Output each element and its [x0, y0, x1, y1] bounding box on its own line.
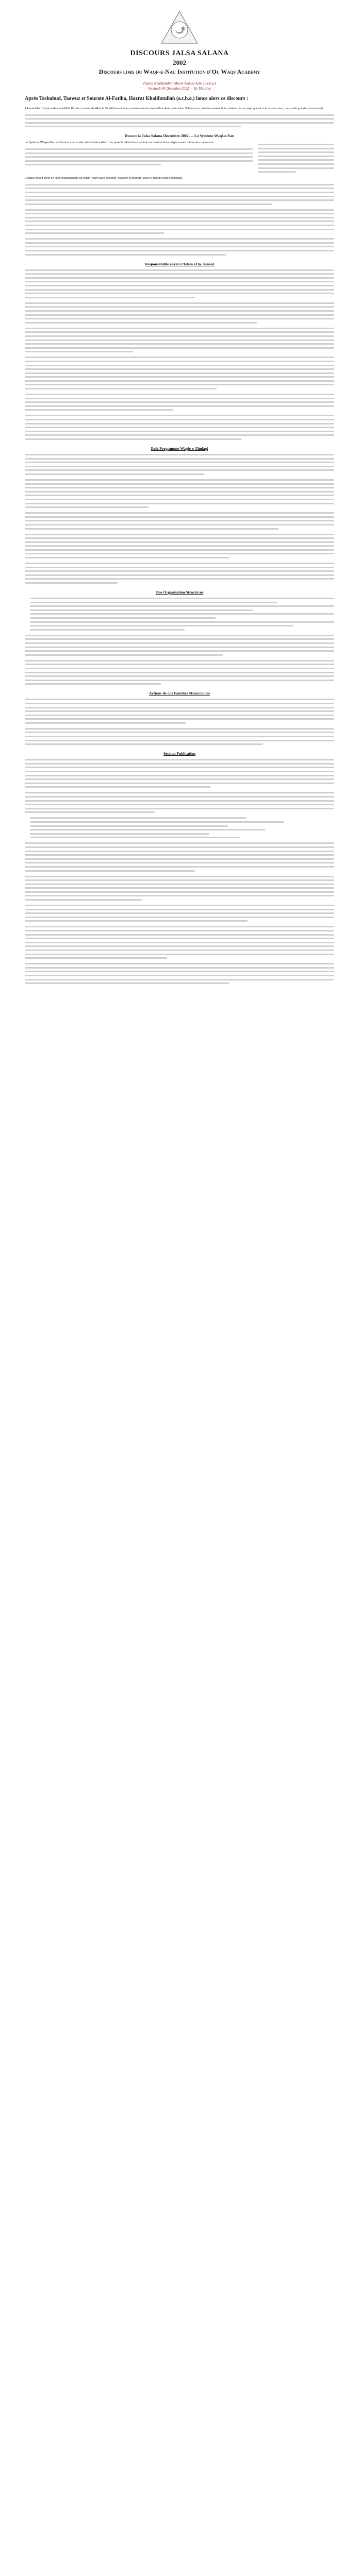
meta-author: Hazrat Khalifatullah Munir Ahmad Azim (a.t.b.a.): [143, 81, 216, 86]
meta-date: Vendredi 04 Décembre 2002 — Ile Maurice: [148, 87, 211, 91]
document-subtitle: Discours lors du Waqf-e-Nau Institution d'Ou Waqf Academy: [99, 68, 260, 75]
body-text-block: [25, 963, 334, 984]
intro-text-block: [25, 114, 334, 128]
body-text-block: [25, 357, 334, 389]
body-text-block: [25, 454, 334, 475]
body-text-block: [25, 876, 334, 901]
document-page: [25, 0, 334, 984]
section-heading: Role Programme Waqfe-e-Zindagi: [151, 446, 208, 451]
body-text-block: [25, 184, 334, 205]
section-heading: Actions de nos Familles Musulmanes: [149, 691, 210, 696]
body-text-block: [25, 328, 334, 353]
body-text-block: [25, 759, 334, 788]
body-text-block: [25, 269, 334, 298]
responsibility-paragraph: Chaque enfant porte en lui la responsabilité de servir l'Islam avec sincérité, dévotion et humilité, pour le bien de toute l'humanité.: [25, 177, 183, 180]
body-text-block: [25, 905, 334, 922]
section-text-column: [25, 141, 253, 170]
body-text-block: [25, 842, 334, 871]
body-text-block: [25, 394, 334, 411]
opening-salutation: Après Tashahud, Taawuz et Sourate Al-Fatiha, Hazrat Khalifatullah (a.t.b.a.) lance alors ce discours :: [25, 96, 249, 101]
section-heading: Durant la Jalsa Salana Décembre 2002 — Le Système Waqf-e-Nau: [124, 133, 235, 139]
section-heading: Responsabilité envers l'Islam et la Jamaat: [144, 261, 215, 266]
body-text-block: [25, 512, 334, 529]
section-heading: Section Publication: [164, 751, 195, 756]
body-text-block: [25, 635, 334, 656]
body-text-block: [25, 415, 334, 440]
document-year: 2002: [173, 59, 186, 66]
list-block: [25, 598, 334, 631]
body-text-block: [25, 660, 334, 685]
section-side-column: [258, 141, 334, 177]
body-text-block: [25, 926, 334, 959]
section-heading: Une Organisation Structurée: [155, 590, 204, 595]
waqf-paragraph: Le Système Waqf-e-Nau est basé sur la consécration totale à Allah. Les parents offrent leurs enfants au service de la religion avant même leur naissance.: [25, 141, 215, 145]
section-two-column: [25, 141, 334, 177]
body-text-block: [25, 699, 334, 724]
body-text-block: [25, 563, 334, 584]
intro-paragraph: Alhamdulillah, Summa Alhamdulillah. Par les conseils de Allah le Tout-Puissant, nous sommes réunis aujourd'hui dans cette Jalsa Salana pour célébrer ensemble la création de ce projet qui est cher à mon cœur, pour cette grande communauté.: [25, 107, 324, 110]
body-text-block: [25, 479, 334, 508]
body-text-block: [25, 534, 334, 559]
list-block: [25, 817, 334, 838]
body-text-block: [25, 792, 334, 813]
body-text-block: [25, 209, 334, 234]
jamaat-emblem-icon: [159, 9, 200, 45]
body-text-block: [25, 302, 334, 324]
body-text-block: [25, 728, 334, 745]
document-title: DISCOURS JALSA SALANA: [130, 49, 229, 57]
body-text-block: [25, 238, 334, 255]
